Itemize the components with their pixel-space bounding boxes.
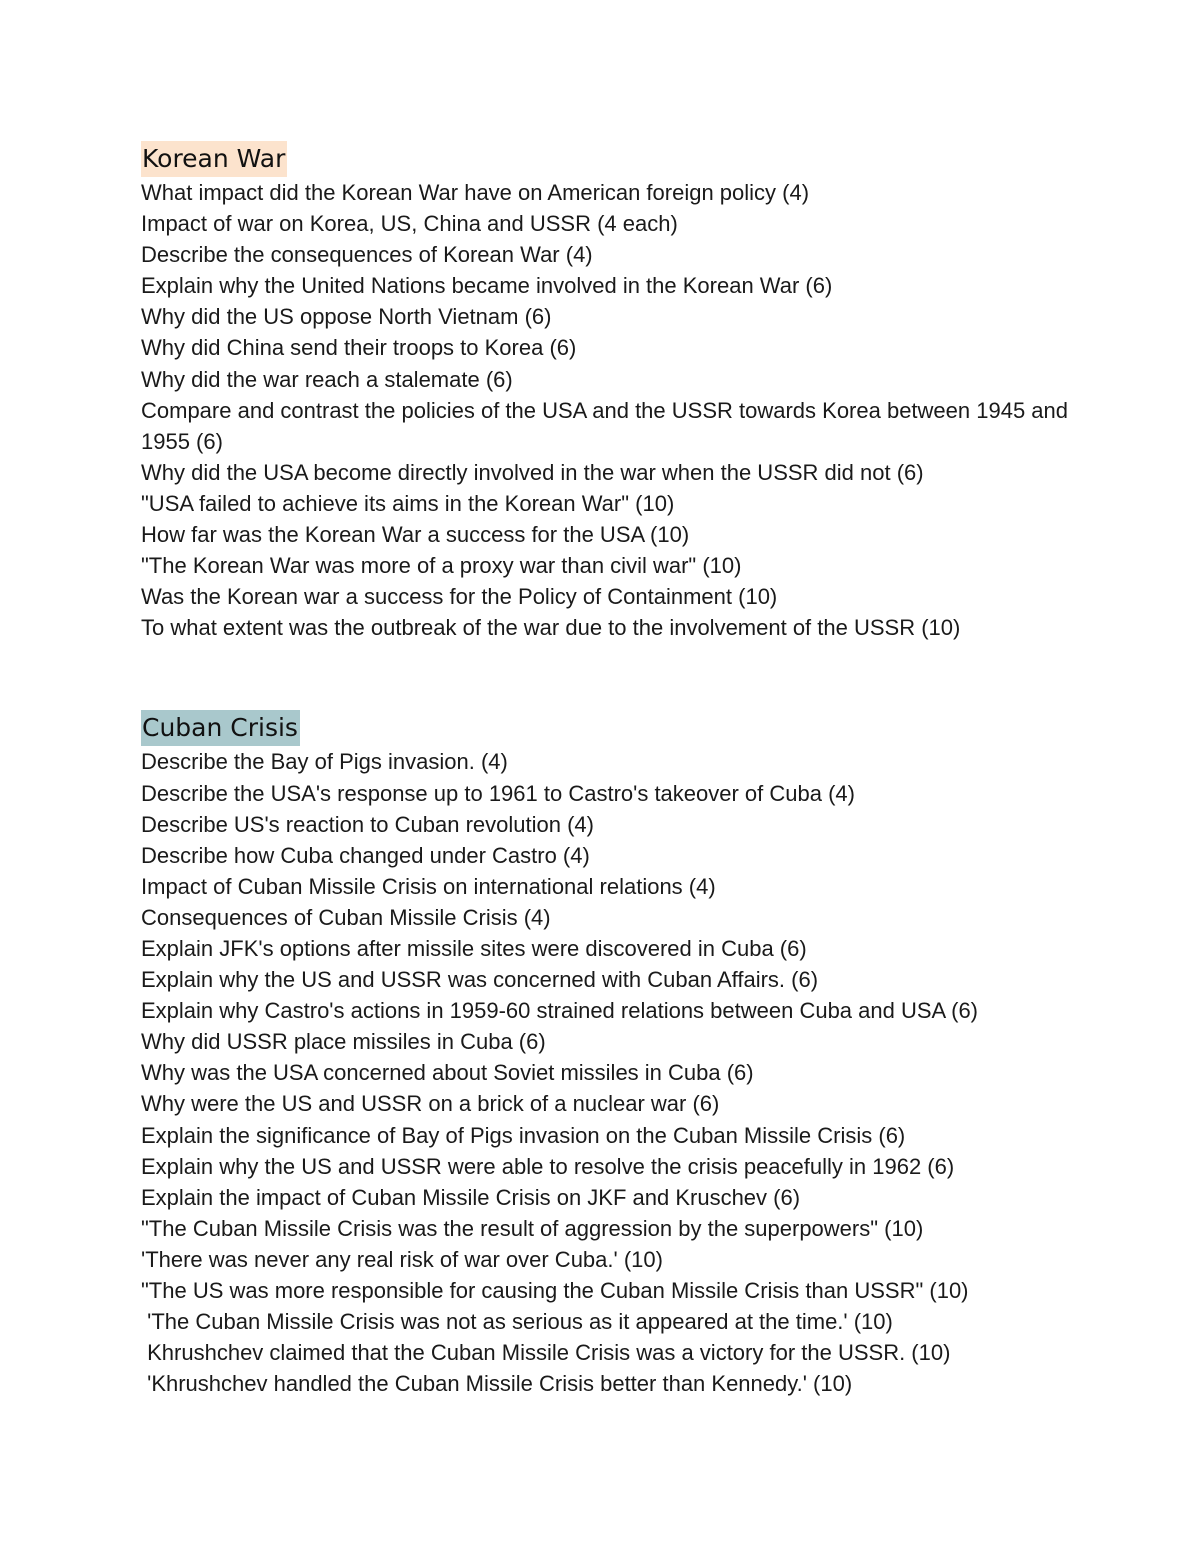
question-item: Describe the consequences of Korean War (4) <box>141 242 593 268</box>
section-heading: Korean War <box>141 141 287 177</box>
question-item: Why did the US oppose North Vietnam (6) <box>141 304 552 330</box>
question-item: Explain why the US and USSR were able to resolve the crisis peacefully in 1962 (6) <box>141 1153 955 1179</box>
question-item: Explain why Castro's actions in 1959-60 strained relations between Cuba and USA (6) <box>141 998 978 1024</box>
section-heading: Cuban Crisis <box>141 710 300 746</box>
question-item: "The Korean War was more of a proxy war than civil war" (10) <box>141 553 742 579</box>
question-item: Compare and contrast the policies of the USA and the USSR towards Korea between 1945 and 1955 (6) <box>141 397 1075 454</box>
question-item: 'The Cuban Missile Crisis was not as serious as it appeared at the time.' (10) <box>141 1309 893 1335</box>
section-cuban-crisis <box>141 710 1071 1399</box>
question-item: Explain the significance of Bay of Pigs invasion on the Cuban Missile Crisis (6) <box>141 1122 906 1148</box>
question-item: What impact did the Korean War have on American foreign policy (4) <box>141 180 810 205</box>
question-item: Khrushchev claimed that the Cuban Missile Crisis was a victory for the USSR. (10) <box>141 1340 951 1366</box>
question-item: Impact of Cuban Missile Crisis on international relations (4) <box>141 873 716 899</box>
question-item: 'Khrushchev handled the Cuban Missile Crisis better than Kennedy.' (10) <box>141 1371 853 1397</box>
question-item: "The US was more responsible for causing the Cuban Missile Crisis than USSR" (10) <box>141 1278 969 1303</box>
question-item: Why were the US and USSR on a brick of a nuclear war (6) <box>141 1091 720 1117</box>
question-item: Consequences of Cuban Missile Crisis (4) <box>141 904 551 930</box>
section-korean-war <box>141 141 1075 643</box>
question-item: To what extent was the outbreak of the war due to the involvement of the USSR (10) <box>141 615 961 641</box>
question-item: Explain why the United Nations became involved in the Korean War (6) <box>141 273 833 299</box>
question-item: Why did USSR place missiles in Cuba (6) <box>141 1029 546 1055</box>
question-item: How far was the Korean War a success for the USA (10) <box>141 522 690 548</box>
question-item: Why did the USA become directly involved in the war when the USSR did not (6) <box>141 459 924 485</box>
question-item: Explain why the US and USSR was concerned with Cuban Affairs. (6) <box>141 967 819 993</box>
question-item: Describe the USA's response up to 1961 to Castro's takeover of Cuba (4) <box>141 780 855 806</box>
question-item: "USA failed to achieve its aims in the Korean War" (10) <box>141 490 675 516</box>
question-item: Describe US's reaction to Cuban revolution (4) <box>141 811 594 837</box>
question-item: Describe the Bay of Pigs invasion. (4) <box>141 749 508 775</box>
question-item: Why was the USA concerned about Soviet missiles in Cuba (6) <box>141 1060 754 1086</box>
question-item: Explain the impact of Cuban Missile Crisis on JKF and Kruschev (6) <box>141 1184 801 1210</box>
question-item: 'There was never any real risk of war over Cuba.' (10) <box>141 1246 663 1272</box>
question-list <box>141 177 1075 643</box>
question-item: "The Cuban Missile Crisis was the result of aggression by the superpowers" (10) <box>141 1215 924 1241</box>
question-item: Describe how Cuba changed under Castro (4) <box>141 842 590 868</box>
question-item: Explain JFK's options after missile sites were discovered in Cuba (6) <box>141 935 807 961</box>
question-list <box>141 746 1071 1399</box>
document-page <box>141 141 1075 1399</box>
question-item: Impact of war on Korea, US, China and USSR (4 each) <box>141 211 678 237</box>
question-item: Why did China send their troops to Korea (6) <box>141 335 577 361</box>
question-item: Was the Korean war a success for the Policy of Containment (10) <box>141 584 778 610</box>
question-item: Why did the war reach a stalemate (6) <box>141 366 513 392</box>
